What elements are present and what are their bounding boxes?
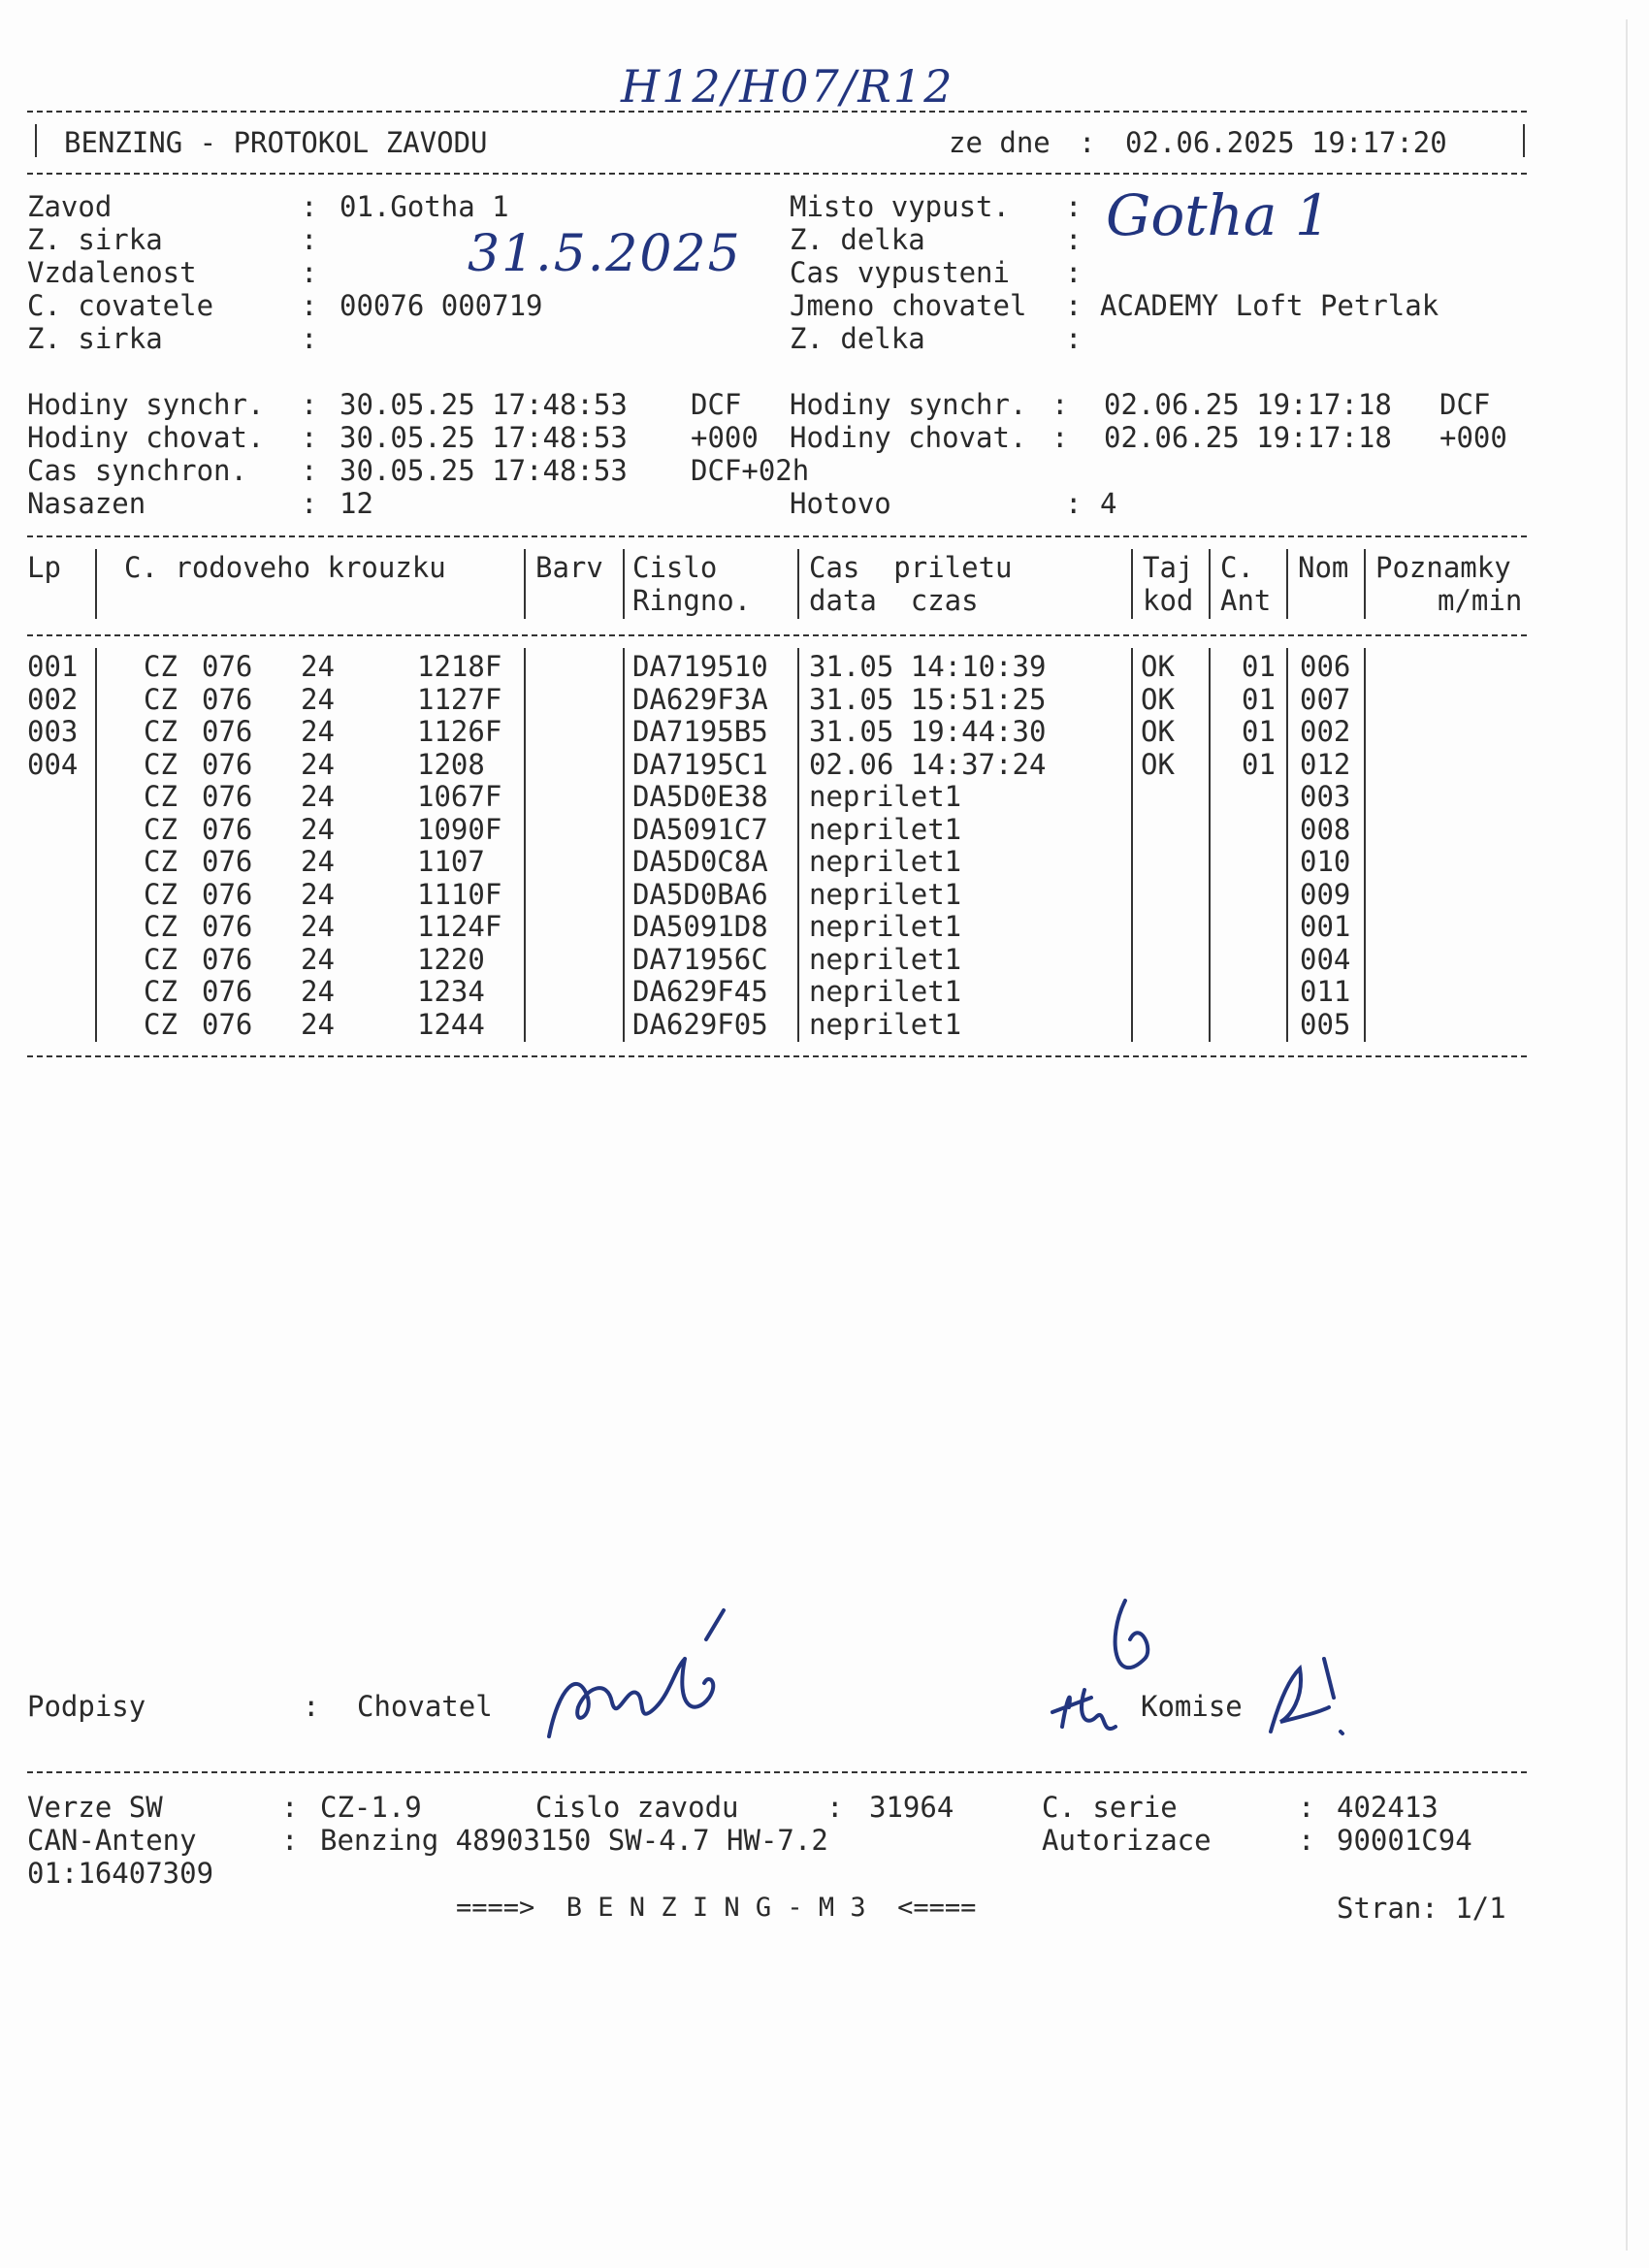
cell-ringno: DA5D0E38 [632, 780, 768, 813]
cell-arrival: neprilet1 [809, 812, 962, 846]
cell-nom: 010 [1300, 845, 1351, 878]
hdr-divider-8 [1364, 549, 1366, 619]
cell-ringno: DA71956C [632, 942, 768, 976]
info-value: 00076 000719 [340, 289, 543, 322]
info-separator: : [301, 289, 318, 322]
cell-ringno: DA5D0BA6 [632, 877, 768, 911]
commission-signature-2 [1261, 1639, 1358, 1746]
hdr-divider-2 [524, 549, 526, 619]
col-header-cas: Cas priletu [809, 551, 1013, 584]
table-row [0, 650, 1649, 683]
cell-ring-number: 1124F [417, 910, 502, 943]
header-top-rule [27, 111, 1527, 113]
cell-org: 076 [202, 715, 253, 748]
serial-label: C. serie [1042, 1791, 1178, 1824]
sync-extra: DCF [1439, 388, 1491, 421]
report-date-value: 02.06.2025 19:17:20 [1125, 126, 1447, 159]
cell-ring-number: 1244 [417, 1007, 485, 1041]
cell-arrival: neprilet1 [809, 942, 962, 976]
breeder-label: Chovatel [357, 1690, 493, 1723]
handwritten-place: Gotha 1 [1106, 182, 1331, 248]
col-header-mmin: m/min [1438, 584, 1523, 617]
sync-value: 02.06.25 19:17:18 [1104, 421, 1392, 454]
sync-label: Nasazen [27, 487, 146, 520]
info-label: Vzdalenost [27, 256, 197, 289]
col-header-cislo: Cislo [632, 551, 718, 584]
cell-year: 24 [301, 877, 335, 911]
col-header-c: C. [1220, 551, 1254, 584]
handwritten-date: 31.5.2025 [468, 225, 742, 283]
cell-country: CZ [144, 1007, 178, 1041]
auth-value: 90001C94 [1337, 1824, 1472, 1857]
cell-ring-number: 1220 [417, 942, 485, 976]
cell-antenna: 01 [1242, 682, 1276, 716]
cell-year: 24 [301, 715, 335, 748]
serial-value: 402413 [1337, 1791, 1439, 1824]
handwritten-top-note: H12/H07/R12 [621, 60, 954, 113]
cell-ringno: DA5091D8 [632, 910, 768, 943]
scan-edge-line [1626, 19, 1628, 2251]
cell-year: 24 [301, 910, 335, 943]
sync-label: Hodiny chovat. [790, 421, 1027, 454]
sync-separator: : [301, 454, 318, 487]
cell-year: 24 [301, 1007, 335, 1041]
sw-label: Verze SW [27, 1791, 163, 1824]
cell-nom: 012 [1300, 747, 1351, 781]
cell-ring-number: 1218F [417, 650, 502, 683]
cell-ringno: DA629F05 [632, 1007, 768, 1041]
cell-ringno: DA7195B5 [632, 715, 768, 748]
hdr-divider-7 [1286, 549, 1288, 619]
table-row [0, 1008, 1649, 1041]
table-row [0, 715, 1649, 748]
cell-ring-number: 1234 [417, 975, 485, 1008]
cell-arrival: 31.05 14:10:39 [809, 650, 1047, 683]
sync-label: Hodiny chovat. [27, 421, 265, 454]
cell-antenna: 01 [1242, 747, 1276, 781]
cell-year: 24 [301, 845, 335, 878]
cell-country: CZ [144, 650, 178, 683]
info-label: Z. delka [790, 322, 925, 355]
sync-value: 30.05.25 17:48:53 [340, 388, 628, 421]
cell-ring-number: 1208 [417, 747, 485, 781]
sync-separator: : [301, 487, 318, 520]
cell-ring-number: 1127F [417, 682, 502, 716]
cell-org: 076 [202, 975, 253, 1008]
table-row [0, 683, 1649, 716]
cell-year: 24 [301, 812, 335, 846]
col-header-kod: kod [1143, 584, 1194, 617]
table-row [0, 780, 1649, 813]
info-label: Z. delka [790, 223, 925, 256]
cell-antenna: 01 [1242, 650, 1276, 683]
sync-value: 30.05.25 17:48:53 [340, 454, 628, 487]
table-row [0, 878, 1649, 911]
col-header-ant: Ant [1220, 584, 1272, 617]
info-separator: : [301, 190, 318, 223]
cell-country: CZ [144, 975, 178, 1008]
cell-nom: 007 [1300, 682, 1351, 716]
cell-arrival: neprilet1 [809, 845, 962, 878]
cell-org: 076 [202, 942, 253, 976]
cell-nom: 001 [1300, 910, 1351, 943]
info-label: Zavod [27, 190, 113, 223]
cell-nom: 011 [1300, 975, 1351, 1008]
cell-year: 24 [301, 682, 335, 716]
table-row [0, 748, 1649, 781]
cell-year: 24 [301, 975, 335, 1008]
cell-ringno: DA5091C7 [632, 812, 768, 846]
signatures-separator: : [303, 1690, 320, 1723]
info-label: Jmeno chovatel [790, 289, 1027, 322]
sync-label: Hodiny synchr. [790, 388, 1027, 421]
hdr-divider-4 [797, 549, 799, 619]
info-separator: : [1065, 256, 1083, 289]
cell-lp: 003 [27, 715, 79, 748]
race-number-separator: : [826, 1791, 844, 1824]
hdr-divider-1 [95, 549, 97, 619]
table-bottom-rule [27, 1055, 1527, 1057]
cell-nom: 004 [1300, 942, 1351, 976]
header-right-border [1523, 124, 1525, 157]
info-separator: : [1065, 223, 1083, 256]
sync-separator: : [1051, 421, 1069, 454]
header-left-border [35, 124, 37, 157]
commission-label: Komise [1141, 1690, 1243, 1723]
col-header-lp: Lp [27, 551, 61, 584]
signatures-label: Podpisy [27, 1690, 146, 1723]
col-header-taj: Taj [1143, 551, 1194, 584]
col-header-poznamky: Poznamky [1375, 551, 1511, 584]
cell-arrival: 31.05 19:44:30 [809, 715, 1047, 748]
cell-nom: 009 [1300, 877, 1351, 911]
auth-label: Autorizace [1042, 1824, 1212, 1857]
cell-country: CZ [144, 845, 178, 878]
info-separator: : [1065, 322, 1083, 355]
hdr-divider-6 [1209, 549, 1211, 619]
footer-top-rule [27, 1771, 1527, 1773]
cell-country: CZ [144, 715, 178, 748]
page-count: Stran: 1/1 [1337, 1892, 1506, 1925]
sync-extra: +000 [1439, 421, 1507, 454]
cell-arrival: neprilet1 [809, 780, 962, 813]
cell-arrival: 31.05 15:51:25 [809, 682, 1047, 716]
table-row [0, 910, 1649, 943]
info-label: Z. sirka [27, 322, 163, 355]
cell-year: 24 [301, 650, 335, 683]
sync-value: 12 [340, 487, 373, 520]
sync-label: Hotovo [790, 487, 891, 520]
sync-extra: DCF [691, 388, 742, 421]
sync-value: 02.06.25 19:17:18 [1104, 388, 1392, 421]
sw-separator: : [281, 1791, 299, 1824]
auth-separator: : [1298, 1824, 1315, 1857]
info-separator: : [301, 256, 318, 289]
hdr-divider-3 [623, 549, 625, 619]
cell-arrival: neprilet1 [809, 910, 962, 943]
sync-separator: : [301, 388, 318, 421]
cell-org: 076 [202, 682, 253, 716]
info-separator: : [301, 322, 318, 355]
brand-line: ====> B E N Z I N G - M 3 <==== [456, 1893, 977, 1923]
cell-org: 076 [202, 780, 253, 813]
sync-separator: : [1065, 487, 1083, 520]
cell-org: 076 [202, 845, 253, 878]
sync-value: 4 [1100, 487, 1117, 520]
cell-org: 076 [202, 1007, 253, 1041]
info-value: ACADEMY Loft Petrlak [1100, 289, 1439, 322]
breeder-signature [539, 1601, 743, 1756]
serial-separator: : [1298, 1791, 1315, 1824]
cell-nom: 005 [1300, 1007, 1351, 1041]
cell-taj-kod: OK [1141, 715, 1175, 748]
header-bottom-rule [27, 173, 1527, 175]
info-separator: : [301, 223, 318, 256]
race-number-label: Cislo zavodu [535, 1791, 739, 1824]
cell-country: CZ [144, 910, 178, 943]
cell-country: CZ [144, 780, 178, 813]
cell-taj-kod: OK [1141, 747, 1175, 781]
report-date-label: ze dne [949, 126, 1051, 159]
cell-arrival: neprilet1 [809, 877, 962, 911]
cell-lp: 002 [27, 682, 79, 716]
cell-arrival: 02.06 14:37:24 [809, 747, 1047, 781]
cell-taj-kod: OK [1141, 682, 1175, 716]
cell-ringno: DA629F3A [632, 682, 768, 716]
can-label: CAN-Anteny [27, 1824, 197, 1857]
sync-label: Hodiny synchr. [27, 388, 265, 421]
info-label: Z. sirka [27, 223, 163, 256]
cell-ring-number: 1126F [417, 715, 502, 748]
info-value: 01.Gotha 1 [340, 190, 509, 223]
info-separator: : [1065, 289, 1083, 322]
cell-country: CZ [144, 942, 178, 976]
cell-antenna: 01 [1242, 715, 1276, 748]
sync-label: Cas synchron. [27, 454, 247, 487]
cell-ringno: DA719510 [632, 650, 768, 683]
col-header-data-czas: data czas [809, 584, 979, 617]
col-header-ringno: Ringno. [632, 584, 752, 617]
cell-country: CZ [144, 812, 178, 846]
cell-ring-number: 1067F [417, 780, 502, 813]
antenna-id: 01:16407309 [27, 1857, 214, 1890]
table-row [0, 845, 1649, 878]
cell-ring-number: 1110F [417, 877, 502, 911]
sync-separator: : [1051, 388, 1069, 421]
sync-separator: : [301, 421, 318, 454]
cell-nom: 003 [1300, 780, 1351, 813]
cell-lp: 004 [27, 747, 79, 781]
cell-nom: 008 [1300, 812, 1351, 846]
cell-lp: 001 [27, 650, 79, 683]
col-header-ring: C. rodoveho krouzku [124, 551, 446, 584]
cell-year: 24 [301, 780, 335, 813]
table-row [0, 813, 1649, 846]
cell-ringno: DA7195C1 [632, 747, 768, 781]
info-label: C. covatele [27, 289, 214, 322]
cell-org: 076 [202, 747, 253, 781]
table-top-rule [27, 535, 1527, 537]
cell-year: 24 [301, 747, 335, 781]
col-header-barv: Barv [535, 551, 603, 584]
can-value: Benzing 48903150 SW-4.7 HW-7.2 [320, 1824, 828, 1857]
cell-ring-number: 1107 [417, 845, 485, 878]
cell-org: 076 [202, 812, 253, 846]
cell-org: 076 [202, 877, 253, 911]
col-header-nom: Nom [1298, 551, 1349, 584]
cell-country: CZ [144, 682, 178, 716]
info-separator: : [1065, 190, 1083, 223]
sw-value: CZ-1.9 [320, 1791, 422, 1824]
cell-org: 076 [202, 910, 253, 943]
cell-country: CZ [144, 747, 178, 781]
cell-ringno: DA5D0C8A [632, 845, 768, 878]
cell-arrival: neprilet1 [809, 1007, 962, 1041]
cell-taj-kod: OK [1141, 650, 1175, 683]
table-row [0, 975, 1649, 1008]
table-header-rule [27, 634, 1527, 636]
table-row [0, 943, 1649, 976]
report-title: BENZING - PROTOKOL ZAVODU [64, 126, 488, 159]
race-number-value: 31964 [869, 1791, 954, 1824]
info-label: Cas vypusteni [790, 256, 1010, 289]
cell-org: 076 [202, 650, 253, 683]
report-date-separator: : [1079, 126, 1096, 159]
sync-value: 30.05.25 17:48:53 [340, 421, 628, 454]
cell-nom: 006 [1300, 650, 1351, 683]
can-separator: : [281, 1824, 299, 1857]
sync-extra: DCF+02h [691, 454, 810, 487]
cell-nom: 002 [1300, 715, 1351, 748]
hdr-divider-5 [1131, 549, 1133, 619]
cell-arrival: neprilet1 [809, 975, 962, 1008]
cell-ring-number: 1090F [417, 812, 502, 846]
cell-country: CZ [144, 877, 178, 911]
sync-extra: +000 [691, 421, 759, 454]
info-label: Misto vypust. [790, 190, 1010, 223]
cell-year: 24 [301, 942, 335, 976]
cell-ringno: DA629F45 [632, 975, 768, 1008]
